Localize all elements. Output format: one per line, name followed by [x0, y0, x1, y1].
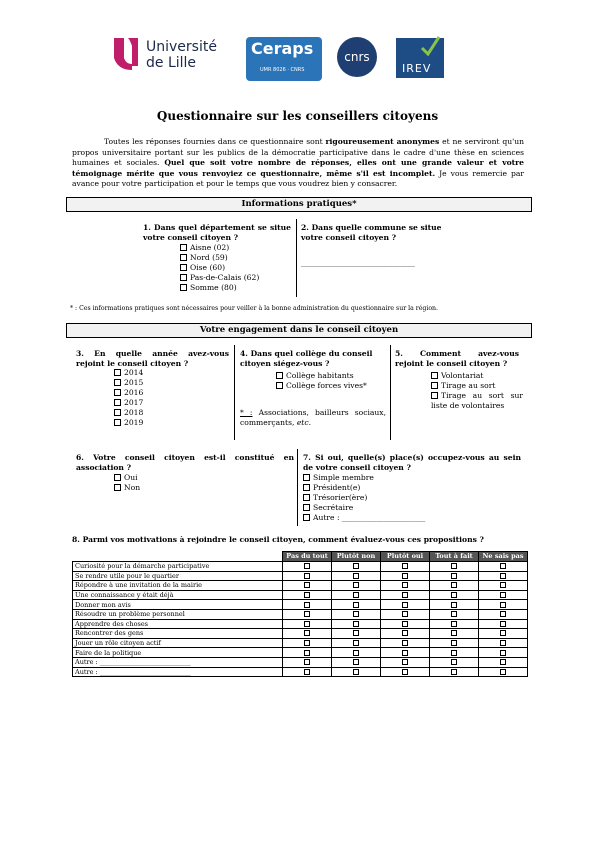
table-row: [73, 571, 528, 581]
checkbox[interactable]: [114, 399, 121, 406]
rating-cell[interactable]: [332, 619, 381, 629]
rating-cell[interactable]: [381, 667, 430, 677]
checkbox[interactable]: [402, 573, 408, 579]
question-5-label: 5. Comment avez-vous rejoint le conseil citoyen ?: [395, 349, 519, 368]
checkbox[interactable]: [114, 389, 121, 396]
rating-cell[interactable]: [479, 667, 528, 677]
checkbox[interactable]: [451, 630, 457, 636]
checkbox[interactable]: [451, 650, 457, 656]
option-president[interactable]: Président(e): [303, 483, 425, 493]
question-1-label: 1. Dans quel département se situe votre conseil citoyen ?: [143, 223, 291, 242]
cnrs-logo-text: cnrs: [344, 50, 370, 64]
checkbox[interactable]: [500, 582, 506, 588]
option-2017[interactable]: 2017: [114, 398, 143, 408]
checkbox[interactable]: [500, 650, 506, 656]
checkbox[interactable]: [114, 409, 121, 416]
row-label: Une connaissance y était déjà: [73, 590, 283, 600]
checkbox[interactable]: [431, 382, 438, 389]
rating-cell[interactable]: [283, 590, 332, 600]
checkbox[interactable]: [114, 419, 121, 426]
option-non[interactable]: Non: [114, 483, 140, 493]
rating-cell[interactable]: [381, 581, 430, 591]
column-divider: [297, 449, 298, 526]
table-header-row: [73, 552, 528, 562]
checkbox[interactable]: [304, 650, 310, 656]
checkbox[interactable]: [304, 563, 310, 569]
universite-de-lille-logo: [112, 36, 232, 74]
checkbox[interactable]: [402, 611, 408, 617]
option-2016[interactable]: 2016: [114, 388, 143, 398]
section-informations-pratiques: Informations pratiques*: [66, 197, 532, 212]
option-2019[interactable]: 2019: [114, 418, 143, 428]
row-label: Jouer un rôle citoyen actif: [73, 638, 283, 648]
checkbox[interactable]: [451, 611, 457, 617]
table-row: [73, 629, 528, 639]
irev-logo: [396, 38, 444, 78]
checkbox[interactable]: [402, 602, 408, 608]
rating-cell[interactable]: [430, 619, 479, 629]
rating-cell[interactable]: [479, 657, 528, 667]
rating-cell[interactable]: [381, 562, 430, 572]
checkbox[interactable]: [402, 659, 408, 665]
rating-cell[interactable]: [479, 609, 528, 619]
checkbox[interactable]: [451, 640, 457, 646]
option-2018[interactable]: 2018: [114, 408, 143, 418]
checkbox[interactable]: [500, 630, 506, 636]
option-somme[interactable]: Somme (80): [180, 283, 259, 293]
col-ne-sais-pas: Ne sais pas: [479, 552, 528, 562]
question-4: [240, 349, 386, 369]
rating-cell[interactable]: [430, 629, 479, 639]
checkbox[interactable]: [304, 582, 310, 588]
row-label: Curiosité pour la démarche participative: [73, 562, 283, 572]
rating-cell[interactable]: [332, 609, 381, 619]
checkbox[interactable]: [402, 630, 408, 636]
table-row: [73, 638, 528, 648]
table-row: [73, 590, 528, 600]
checkbox[interactable]: [304, 602, 310, 608]
checkbox[interactable]: [402, 621, 408, 627]
motivations-table-body: [73, 562, 528, 677]
rating-cell[interactable]: [479, 571, 528, 581]
checkbox[interactable]: [276, 382, 283, 389]
question-2-label: 2. Dans quelle commune se situe votre conseil citoyen ?: [301, 223, 442, 242]
checkbox[interactable]: [451, 602, 457, 608]
option-2014[interactable]: 2014: [114, 368, 143, 378]
ceraps-logo: [246, 37, 322, 81]
rating-cell[interactable]: [283, 609, 332, 619]
col-plutot-oui: Plutôt oui: [381, 552, 430, 562]
question-4-label: 4. Dans quel collège du conseil citoyen siégez-vous ?: [240, 349, 373, 368]
checkbox[interactable]: [114, 474, 121, 481]
checkbox[interactable]: [180, 274, 187, 281]
checkbox[interactable]: [114, 484, 121, 491]
ulille-mark-icon: [112, 36, 140, 72]
rating-cell[interactable]: [332, 629, 381, 639]
rating-cell[interactable]: [430, 648, 479, 658]
checkbox[interactable]: [402, 650, 408, 656]
checkbox[interactable]: [353, 621, 359, 627]
rating-cell[interactable]: [332, 667, 381, 677]
checkbox[interactable]: [303, 514, 310, 521]
question-8: [72, 535, 532, 545]
rating-cell[interactable]: [479, 590, 528, 600]
checkbox[interactable]: [180, 264, 187, 271]
rating-cell[interactable]: [479, 638, 528, 648]
question-5: [395, 349, 519, 369]
rating-cell[interactable]: [430, 638, 479, 648]
checkbox[interactable]: [353, 592, 359, 598]
rating-cell[interactable]: [430, 600, 479, 610]
rating-cell[interactable]: [332, 590, 381, 600]
checkbox[interactable]: [303, 484, 310, 491]
rating-cell[interactable]: [479, 648, 528, 658]
row-label: Donner mon avis: [73, 600, 283, 610]
question-7-options: [303, 473, 425, 523]
rating-cell[interactable]: [479, 600, 528, 610]
checkbox[interactable]: [304, 573, 310, 579]
intro-paragraph: [72, 137, 524, 190]
table-header-blank: [73, 552, 283, 562]
checkbox[interactable]: [353, 640, 359, 646]
table-row: [73, 619, 528, 629]
question-1-options: [180, 243, 259, 293]
rating-cell[interactable]: [381, 638, 430, 648]
checkbox[interactable]: [500, 573, 506, 579]
rating-cell[interactable]: [332, 638, 381, 648]
rating-cell[interactable]: [381, 619, 430, 629]
checkbox[interactable]: [353, 602, 359, 608]
rating-cell[interactable]: [283, 629, 332, 639]
question-4-footnote: [240, 408, 386, 428]
checkbox[interactable]: [353, 573, 359, 579]
rating-cell[interactable]: [332, 657, 381, 667]
checkbox[interactable]: [500, 669, 506, 675]
table-row: [73, 581, 528, 591]
question-5-options: [431, 371, 523, 411]
checkbox[interactable]: [303, 474, 310, 481]
rating-cell[interactable]: [283, 648, 332, 658]
question-3-options: [114, 368, 143, 428]
intro-text-1: Toutes les réponses fournies dans ce questionnaire sont: [104, 137, 326, 146]
question-8-label: 8. Parmi vos motivations à rejoindre le conseil citoyen, comment évaluez-vous ces propositions ?: [72, 535, 484, 544]
ulille-logo-text: Université de Lille: [146, 39, 217, 71]
checkbox[interactable]: [500, 659, 506, 665]
question-3: [76, 349, 229, 369]
checkbox[interactable]: [114, 369, 121, 376]
rating-cell[interactable]: [332, 600, 381, 610]
checkbox[interactable]: [500, 592, 506, 598]
rating-cell[interactable]: [381, 590, 430, 600]
rating-cell[interactable]: [381, 571, 430, 581]
rating-cell[interactable]: [283, 638, 332, 648]
question-6-label: 6. Votre conseil citoyen est-il constitué en association ?: [76, 453, 294, 472]
option-oise[interactable]: Oise (60): [180, 263, 259, 273]
checkbox[interactable]: [451, 592, 457, 598]
checkbox[interactable]: [304, 630, 310, 636]
question-7-label: 7. Si oui, quelle(s) place(s) occupez-vous au sein de votre conseil citoyen ?: [303, 453, 521, 472]
checkbox[interactable]: [402, 669, 408, 675]
checkbox[interactable]: [402, 582, 408, 588]
option-secretaire[interactable]: Secrétaire: [303, 503, 425, 513]
checkbox[interactable]: [304, 621, 310, 627]
checkbox[interactable]: [431, 392, 438, 399]
footnote-text: Associations, bailleurs sociaux, commerçants,: [240, 408, 386, 427]
option-volontariat[interactable]: Volontariat: [431, 371, 523, 381]
rating-cell[interactable]: [283, 600, 332, 610]
checkbox[interactable]: [451, 621, 457, 627]
checkbox[interactable]: [500, 602, 506, 608]
checkbox[interactable]: [353, 659, 359, 665]
motivations-table: [72, 551, 528, 677]
checkbox[interactable]: [353, 611, 359, 617]
rating-cell[interactable]: [430, 562, 479, 572]
rating-cell[interactable]: [381, 629, 430, 639]
option-nord[interactable]: Nord (59): [180, 253, 259, 263]
rating-cell[interactable]: [283, 657, 332, 667]
row-label: Répondre à une invitation de la mairie: [73, 581, 283, 591]
rating-cell[interactable]: [430, 609, 479, 619]
checkbox[interactable]: [304, 611, 310, 617]
column-divider: [296, 219, 297, 297]
checkbox[interactable]: [402, 592, 408, 598]
rating-cell[interactable]: [332, 562, 381, 572]
checkbox[interactable]: [431, 372, 438, 379]
column-divider: [390, 345, 391, 440]
option-autre[interactable]: Autre : ______________________: [303, 513, 425, 523]
table-row: [73, 657, 528, 667]
intro-text-2: et ne serviront qu'un propos universitaire portant sur les publics de la démocratie participative dans le cadre d'une thèse en sciences humaines et sociales.: [72, 137, 524, 168]
checkbox[interactable]: [180, 244, 187, 251]
table-row: [73, 562, 528, 572]
col-tout-a-fait: Tout à fait: [430, 552, 479, 562]
commune-answer-field[interactable]: ______________________________: [301, 258, 415, 267]
question-6: [76, 453, 294, 473]
ceraps-logo-subtext: UMR 8026 · CNRS: [260, 67, 305, 73]
rating-cell[interactable]: [430, 571, 479, 581]
table-row: [73, 609, 528, 619]
page-title: Questionnaire sur les conseillers citoyens: [156, 109, 439, 123]
checkbox[interactable]: [402, 640, 408, 646]
rating-cell[interactable]: [381, 600, 430, 610]
checkbox[interactable]: [303, 504, 310, 511]
option-pas-de-calais[interactable]: Pas-de-Calais (62): [180, 273, 259, 283]
question-4-options: [276, 371, 367, 391]
option-aisne[interactable]: Aisne (02): [180, 243, 259, 253]
checkbox[interactable]: [114, 379, 121, 386]
footnote-mark: * :: [240, 408, 253, 417]
row-label: Faire de la politique: [73, 648, 283, 658]
section-1-footnote: * : Ces informations pratiques sont nécessaires pour veiller à la bonne administration du questionnaire sur la région.: [70, 305, 439, 312]
rating-cell[interactable]: [430, 590, 479, 600]
checkbox[interactable]: [402, 563, 408, 569]
checkbox[interactable]: [304, 669, 310, 675]
question-6-options: [114, 473, 140, 493]
rating-cell[interactable]: [430, 581, 479, 591]
table-row: [73, 600, 528, 610]
checkbox[interactable]: [180, 284, 187, 291]
intro-value-bold: Quel que soit votre nombre de réponses, elles ont une grande valeur et votre témoignage mérite que vous renvoyiez ce questionnaire, même s'il est incomplet.: [72, 158, 525, 178]
checkbox[interactable]: [500, 611, 506, 617]
option-oui[interactable]: Oui: [114, 473, 140, 483]
section-engagement: Votre engagement dans le conseil citoyen: [66, 323, 532, 338]
question-1: [143, 223, 291, 243]
checkbox[interactable]: [451, 563, 457, 569]
row-label: Se rendre utile pour le quartier: [73, 571, 283, 581]
row-label: Apprendre des choses: [73, 619, 283, 629]
checkbox[interactable]: [500, 640, 506, 646]
checkbox[interactable]: [304, 659, 310, 665]
checkbox[interactable]: [353, 582, 359, 588]
rating-cell[interactable]: [332, 571, 381, 581]
checkbox[interactable]: [451, 582, 457, 588]
checkbox[interactable]: [303, 494, 310, 501]
rating-cell[interactable]: [381, 657, 430, 667]
option-2015[interactable]: 2015: [114, 378, 143, 388]
col-pas-du-tout: Pas du tout: [283, 552, 332, 562]
option-simple-membre[interactable]: Simple membre: [303, 473, 425, 483]
cnrs-logo: [337, 37, 377, 77]
option-college-habitants[interactable]: Collège habitants: [276, 371, 367, 381]
rating-cell[interactable]: [332, 581, 381, 591]
rating-cell[interactable]: [283, 581, 332, 591]
checkbox[interactable]: [451, 669, 457, 675]
option-tresorier[interactable]: Trésorier(ère): [303, 493, 425, 503]
column-divider: [234, 345, 235, 440]
checkbox[interactable]: [451, 573, 457, 579]
checkbox[interactable]: [353, 650, 359, 656]
question-2: [301, 223, 453, 243]
rating-cell[interactable]: [479, 562, 528, 572]
checkbox[interactable]: [353, 630, 359, 636]
rating-cell[interactable]: [283, 571, 332, 581]
rating-cell[interactable]: [479, 629, 528, 639]
footnote-etc: etc.: [296, 418, 312, 427]
col-plutot-non: Plutôt non: [332, 552, 381, 562]
rating-cell[interactable]: [479, 581, 528, 591]
rating-cell[interactable]: [332, 648, 381, 658]
irev-logo-text: IREV: [402, 62, 432, 75]
rating-cell[interactable]: [479, 619, 528, 629]
option-college-forces-vives[interactable]: Collège forces vives*: [276, 381, 367, 391]
option-tirage-liste[interactable]: Tirage au sort sur liste de volontaires: [431, 391, 523, 410]
rating-cell[interactable]: [283, 562, 332, 572]
row-label: Résoudre un problème personnel: [73, 609, 283, 619]
intro-anonymous-bold: rigoureusement anonymes: [325, 137, 440, 146]
rating-cell[interactable]: [430, 657, 479, 667]
checkbox[interactable]: [353, 669, 359, 675]
rating-cell[interactable]: [381, 609, 430, 619]
table-row: [73, 648, 528, 658]
check-mark-icon: [420, 36, 440, 56]
checkbox[interactable]: [451, 659, 457, 665]
checkbox[interactable]: [180, 254, 187, 261]
row-label: Rencontrer des gens: [73, 629, 283, 639]
rating-cell[interactable]: [283, 619, 332, 629]
option-tirage-au-sort[interactable]: Tirage au sort: [431, 381, 523, 391]
checkbox[interactable]: [276, 372, 283, 379]
table-row: [73, 667, 528, 677]
checkbox[interactable]: [500, 621, 506, 627]
checkbox[interactable]: [304, 592, 310, 598]
intro-text-3: Je vous remercie par avance pour votre participation et pour le temps que vous voudrez bien y consacrer.: [72, 168, 524, 189]
checkbox[interactable]: [304, 640, 310, 646]
question-7: [303, 453, 521, 473]
row-label: Autre : ____________________________: [73, 667, 283, 677]
rating-cell[interactable]: [430, 667, 479, 677]
rating-cell[interactable]: [381, 648, 430, 658]
checkbox[interactable]: [500, 563, 506, 569]
question-3-label: 3. En quelle année avez-vous rejoint le conseil citoyen ?: [76, 349, 229, 368]
checkbox[interactable]: [353, 563, 359, 569]
row-label: Autre : ____________________________: [73, 657, 283, 667]
ceraps-logo-text: Ceraps: [251, 39, 314, 58]
rating-cell[interactable]: [283, 667, 332, 677]
